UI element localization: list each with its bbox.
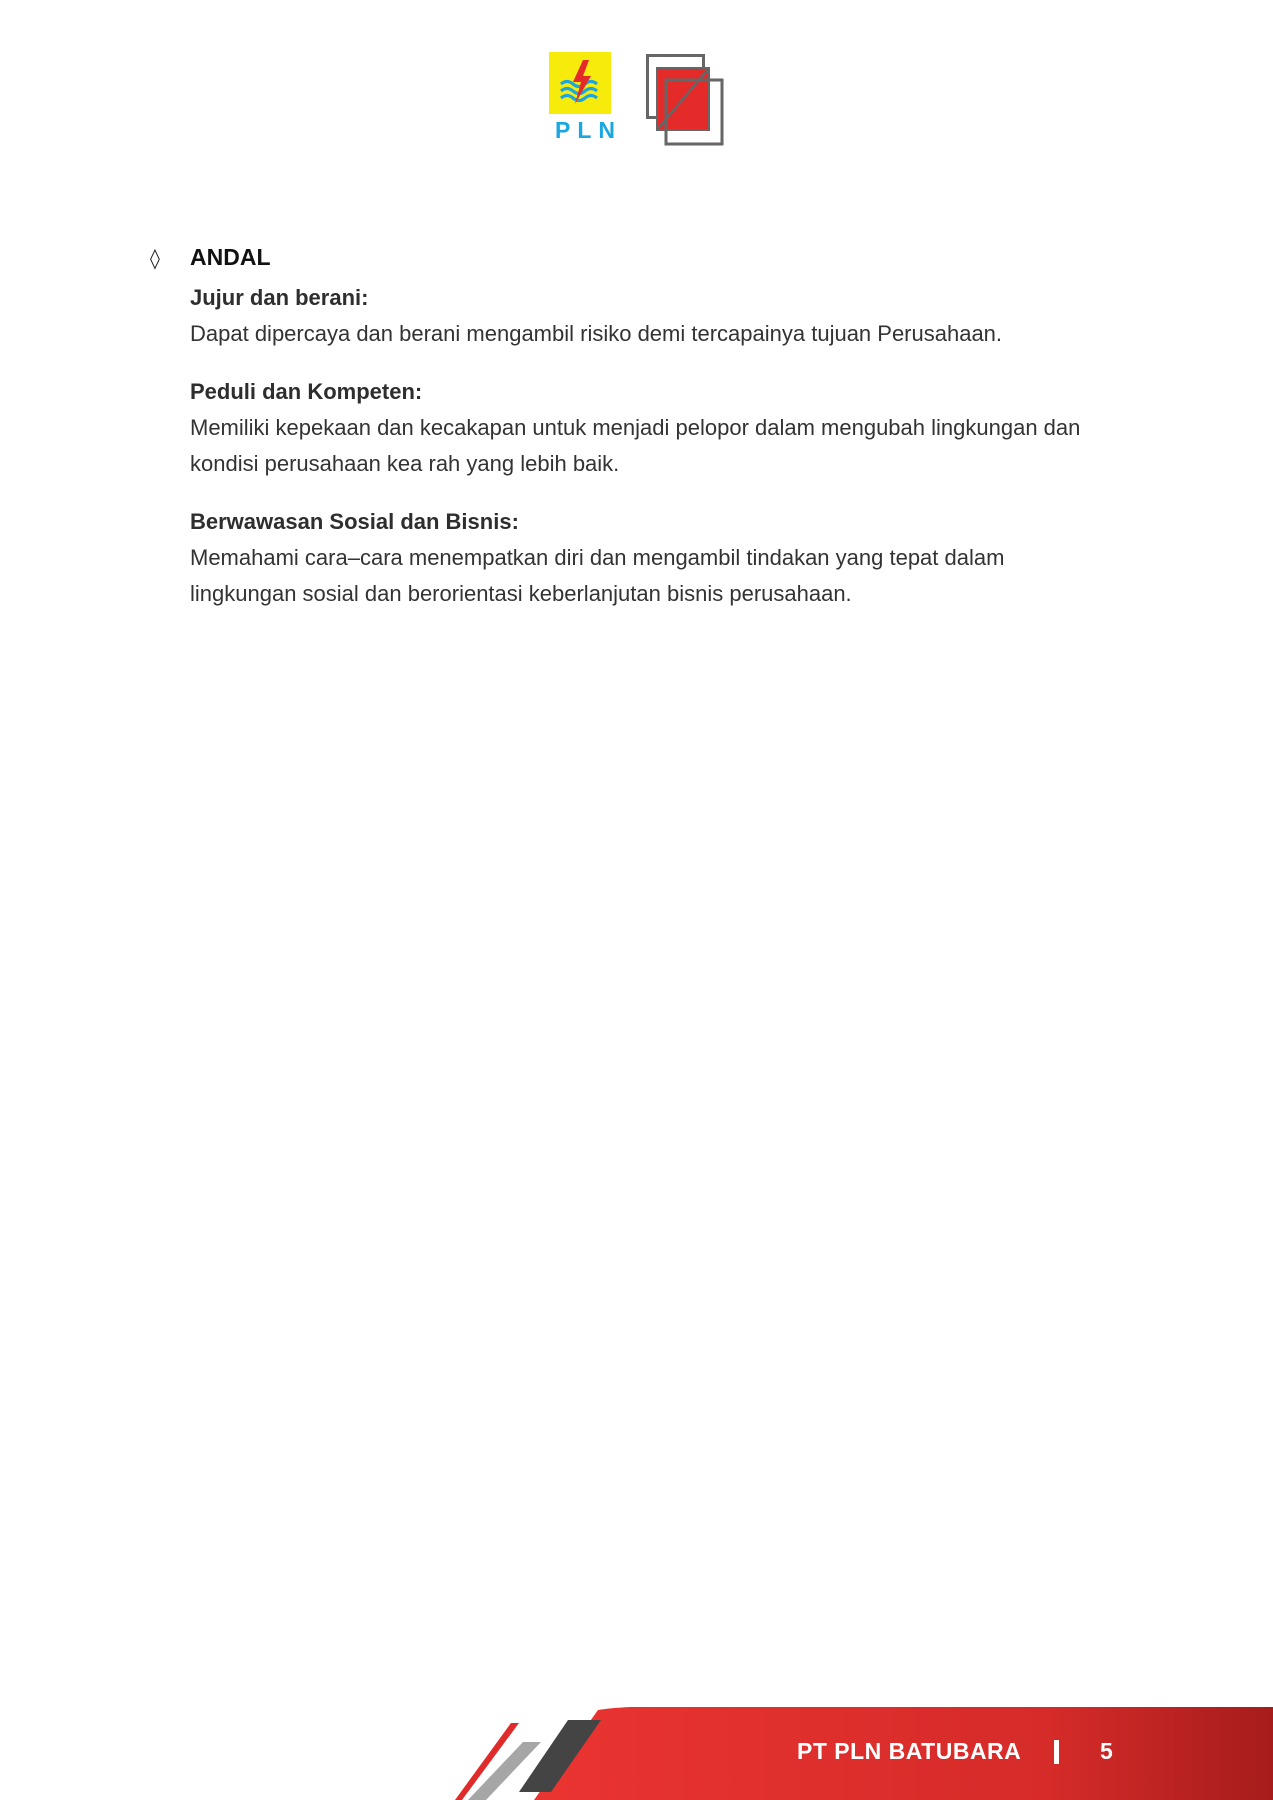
values-list xyxy=(190,280,1110,634)
value-description: Memahami cara–cara menempatkan diri dan mengambil tindakan yang tepat dalam lingkungan sosial dan berorientasi keberlanjutan bisnis perusahaan. xyxy=(190,545,1005,606)
pln-lightning-icon xyxy=(549,52,611,114)
value-heading: Berwawasan Sosial dan Bisnis: xyxy=(190,509,519,534)
footer-banner xyxy=(0,1670,1273,1800)
value-description: Dapat dipercaya dan berani mengambil risiko demi tercapainya tujuan Perusahaan. xyxy=(190,321,1003,346)
page-number: 5 xyxy=(1100,1738,1113,1764)
pln-logo-text: PLN xyxy=(555,117,622,143)
value-item xyxy=(190,374,1110,482)
section-title: ANDAL xyxy=(190,244,271,270)
value-description: Memiliki kepekaan dan kecakapan untuk menjadi pelopor dalam mengubah lingkungan dan kondisi perusahaan kea rah yang lebih baik. xyxy=(190,415,1081,476)
value-item xyxy=(190,280,1110,352)
value-item xyxy=(190,504,1110,612)
header-logos xyxy=(549,52,729,148)
footer-graphic xyxy=(0,1670,1273,1800)
value-heading: Jujur dan berani: xyxy=(190,285,369,310)
section-heading xyxy=(150,244,271,271)
pln-logo xyxy=(549,52,622,146)
footer-separator xyxy=(1054,1740,1059,1764)
value-heading: Peduli dan Kompeten: xyxy=(190,379,423,404)
batubara-square-logo xyxy=(646,54,724,146)
footer-company-name: PT PLN BATUBARA xyxy=(797,1738,1022,1764)
diamond-outline-icon: ◊ xyxy=(150,245,160,270)
